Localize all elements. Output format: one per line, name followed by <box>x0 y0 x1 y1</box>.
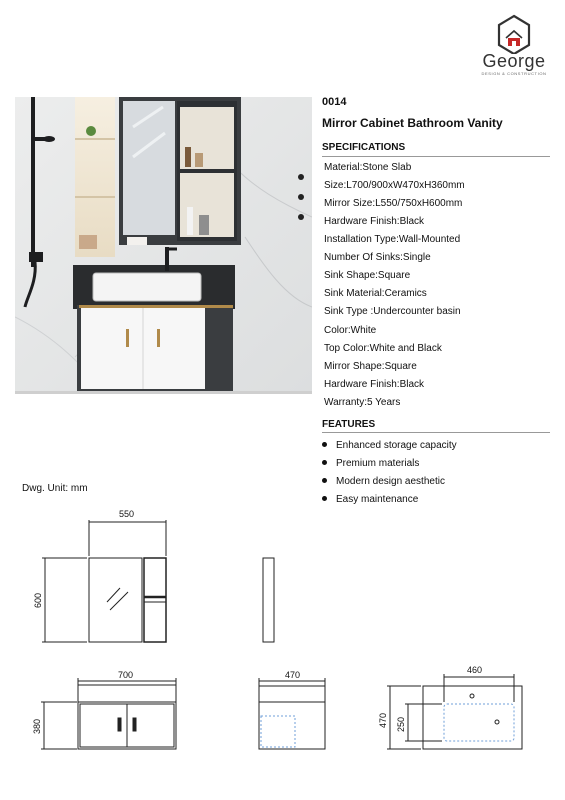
feature-label: Premium materials <box>336 458 420 469</box>
feature-item <box>322 458 419 469</box>
product-photo <box>15 97 312 394</box>
feature-label: Easy maintenance <box>336 494 419 505</box>
bullet-icon <box>322 478 327 483</box>
spec-item: Number Of Sinks:Single <box>324 252 431 263</box>
features-heading: FEATURES <box>322 419 376 430</box>
spec-item: Sink Type :Undercounter basin <box>324 306 461 317</box>
house-logo-icon <box>474 14 554 54</box>
dim-top-sink-depth: 250 <box>396 716 406 732</box>
spec-item: Hardware Finish:Black <box>324 216 425 227</box>
dim-top-depth: 470 <box>378 712 388 728</box>
brand-name: George <box>482 51 546 71</box>
specifications-heading: SPECIFICATIONS <box>322 142 406 153</box>
feature-label: Enhanced storage capacity <box>336 440 457 451</box>
specifications-divider <box>322 156 550 157</box>
spec-item: Sink Material:Ceramics <box>324 288 427 299</box>
spec-item: Size:L700/900xW470xH360mm <box>324 180 465 191</box>
drawing-unit-label: Dwg. Unit: mm <box>22 483 88 494</box>
feature-item <box>322 476 445 487</box>
vanity-front-view <box>41 678 176 749</box>
spec-item: Warranty:5 Years <box>324 397 401 408</box>
feature-label: Modern design aesthetic <box>336 476 445 487</box>
product-code: 0014 <box>322 96 347 108</box>
spec-item: Top Color:White and Black <box>324 343 442 354</box>
spec-item: Installation Type:Wall-Mounted <box>324 234 461 245</box>
mirror-cabinet-side-view <box>263 558 274 642</box>
product-title: Mirror Cabinet Bathroom Vanity <box>322 116 503 130</box>
dim-mirror-width: 550 <box>119 509 135 519</box>
dim-mirror-height: 600 <box>33 592 43 608</box>
spec-item: Hardware Finish:Black <box>324 379 425 390</box>
brand-logo <box>474 14 554 80</box>
spec-item: Mirror Size:L550/750xH600mm <box>324 198 463 209</box>
vanity-side-view <box>259 678 325 749</box>
bullet-icon <box>322 442 327 447</box>
spec-item: Material:Stone Slab <box>324 162 412 173</box>
brand-tagline: DESIGN & CONSTRUCTION <box>481 71 547 76</box>
technical-drawings <box>0 500 565 800</box>
dim-vanity-height: 380 <box>32 718 42 734</box>
feature-item <box>322 440 457 451</box>
dim-vanity-depth: 470 <box>285 670 301 680</box>
dim-top-sink-width: 460 <box>467 665 483 675</box>
bullet-icon <box>322 460 327 465</box>
spec-item: Color:White <box>324 325 377 336</box>
mirror-cabinet-front-view <box>42 520 166 642</box>
vanity-top-view <box>387 674 522 749</box>
features-divider <box>322 432 550 433</box>
dim-vanity-width: 700 <box>118 670 134 680</box>
spec-item: Sink Shape:Square <box>324 270 411 281</box>
spec-item: Mirror Shape:Square <box>324 361 417 372</box>
